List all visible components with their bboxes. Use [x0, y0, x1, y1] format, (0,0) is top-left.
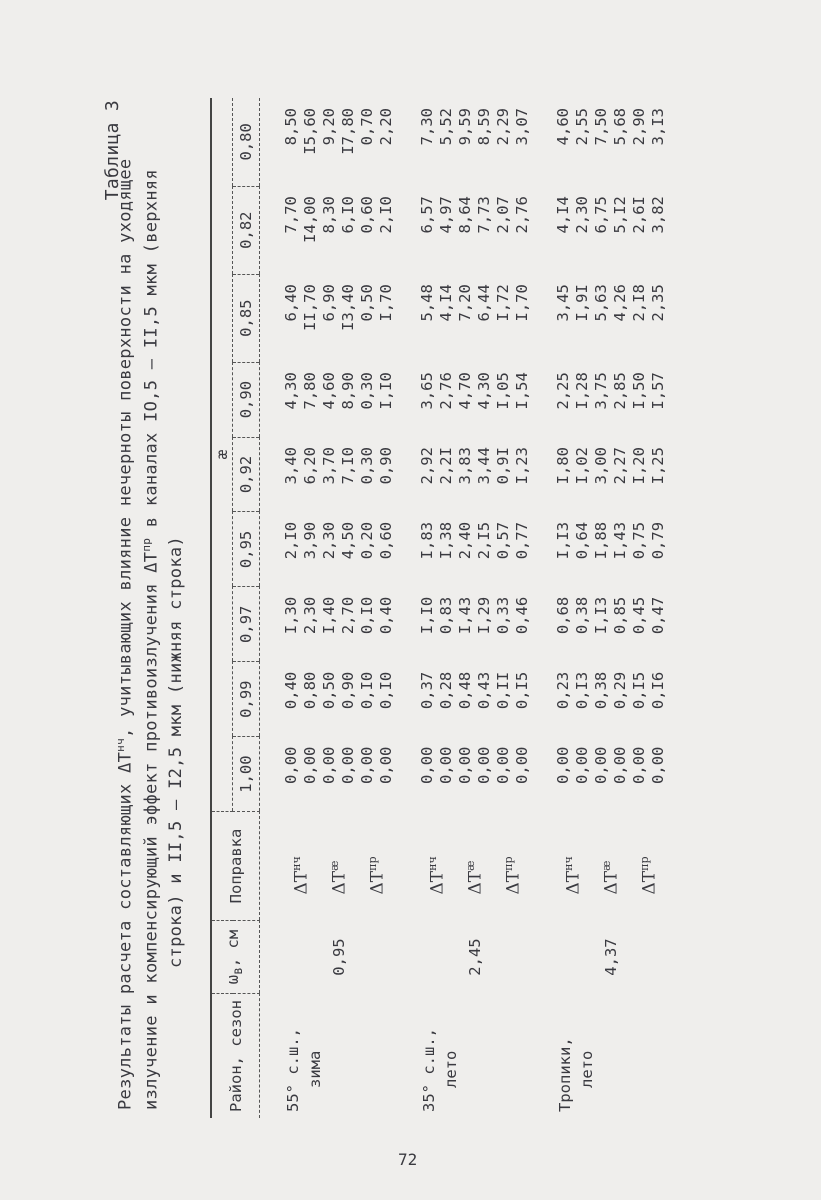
- table-cell: 2,85: [611, 372, 629, 410]
- header-thickness-sub: в: [231, 967, 247, 975]
- table-cell: 0,9I: [494, 447, 512, 485]
- table-cell: 2,70: [339, 596, 357, 635]
- table-cell: I,30: [282, 596, 300, 635]
- table-cell: 3,90: [301, 521, 319, 560]
- table-cell: I,43: [456, 596, 474, 635]
- table-cell: 0,00: [592, 746, 610, 784]
- caption-line-1-a: Результаты расчета составляющих ΔT: [115, 751, 136, 1110]
- correction-superscript: æ: [464, 860, 478, 871]
- table-cell: I,28: [573, 372, 591, 410]
- table-cell: 4,97: [437, 196, 455, 234]
- header-eps-7: 0,82: [233, 186, 260, 274]
- table-cell: 0,00: [611, 746, 629, 784]
- table-cell: 0,00: [320, 746, 338, 784]
- table-cell: 0,46: [513, 596, 531, 635]
- table-cell: 8,90: [339, 372, 357, 410]
- table-cell: 2,27: [611, 447, 629, 485]
- table-cell: 0,00: [573, 746, 591, 784]
- table-cell: 4,I4: [437, 284, 455, 322]
- thickness-value: 0,95: [330, 938, 348, 976]
- table-cell: 0,37: [418, 671, 436, 710]
- caption-line-2-b: в каналах IO,5 – II,5 мкм (верхняя: [141, 169, 162, 538]
- table-cell: I,20: [630, 447, 648, 485]
- table-cell: 0,30: [358, 447, 376, 485]
- table-cell: I,05: [494, 372, 512, 410]
- table-cell: 2,92: [418, 447, 436, 485]
- table-cell: 0,00: [494, 746, 512, 784]
- header-eps-3: 0,95: [233, 512, 260, 587]
- table-cell: 2,35: [649, 284, 667, 322]
- table-cell: 3,44: [475, 447, 493, 485]
- correction-label: [592, 812, 630, 921]
- table-cell: 5,I2: [611, 196, 629, 234]
- table-cell: 5,52: [437, 108, 455, 146]
- table-cell: 0,00: [475, 746, 493, 784]
- table-cell: 6,20: [301, 447, 319, 485]
- table-cell: 0,40: [282, 671, 300, 710]
- table-cell: 8,30: [320, 196, 338, 234]
- table-cell: 0,II: [494, 671, 512, 710]
- table-cell: 0,00: [456, 746, 474, 784]
- table-cell: 2,76: [437, 372, 455, 410]
- correction-label: [396, 812, 456, 921]
- table-cell: 9,59: [456, 108, 474, 146]
- table-cell: 8,50: [282, 108, 300, 146]
- table-cell: I7,80: [339, 108, 357, 155]
- table-cell: 3,40: [282, 447, 300, 485]
- table-cell: 3,07: [513, 108, 531, 146]
- table-cell: 6,90: [320, 284, 338, 322]
- correction-symbol: ΔT: [639, 870, 660, 895]
- table-cell: 2,76: [513, 196, 531, 234]
- caption-line-2-sup: пр: [140, 537, 153, 552]
- header-eps-0: 1,00: [233, 737, 260, 812]
- table-cell: 8,64: [456, 196, 474, 234]
- caption-line-1: [114, 159, 136, 1110]
- table-cell: 0,I0: [377, 671, 395, 710]
- table-cell: I,I0: [377, 372, 395, 410]
- caption-line-3: строка) и II,5 – I2,5 мкм (нижняя строка): [166, 536, 186, 968]
- table-cell: 7,20: [456, 284, 474, 322]
- table-cell: 6,I0: [339, 196, 357, 234]
- correction-symbol: ΔT: [563, 870, 584, 895]
- table-cell: 0,38: [573, 596, 591, 635]
- correction-symbol: ΔT: [465, 870, 486, 895]
- correction-symbol: ΔT: [427, 870, 448, 895]
- table-cell: 6,57: [418, 196, 436, 234]
- table-cell: 0,64: [573, 521, 591, 560]
- region-cell: [396, 994, 532, 1118]
- table-cell: 0,47: [649, 596, 667, 635]
- region-name: 55° с.ш.,: [284, 1028, 302, 1112]
- table-cell: 0,I5: [513, 671, 531, 710]
- table-cell: 0,I0: [358, 671, 376, 710]
- correction-label: [532, 812, 592, 921]
- table-cell: 2,I0: [377, 196, 395, 234]
- table-cell: I,40: [320, 596, 338, 635]
- correction-symbol: ΔT: [367, 870, 388, 895]
- table-cell: 0,83: [437, 596, 455, 635]
- thickness-value: 4,37: [602, 938, 620, 976]
- correction-symbol: ΔT: [329, 870, 350, 895]
- table-cell: 2,40: [456, 521, 474, 560]
- table-cell: 7,70: [282, 196, 300, 234]
- header-row-1: [211, 98, 233, 1118]
- table-cell: 0,75: [630, 521, 648, 560]
- table-cell: 2,29: [494, 108, 512, 146]
- table-cell: II,70: [301, 284, 319, 331]
- table-cell: 6,44: [475, 284, 493, 322]
- table-cell: I,80: [554, 447, 572, 485]
- table-cell: 2,30: [573, 196, 591, 234]
- table-cell: 3,65: [418, 372, 436, 410]
- header-eps-1: 0,99: [233, 662, 260, 737]
- table-cell: I3,40: [339, 284, 357, 331]
- header-eps-4: 0,92: [233, 437, 260, 512]
- table-cell: 0,00: [513, 746, 531, 784]
- table-cell: I,9I: [573, 284, 591, 322]
- table-cell: 0,70: [358, 108, 376, 146]
- table-cell: 8,59: [475, 108, 493, 146]
- table-cell: 4,70: [456, 372, 474, 410]
- table-cell: I,38: [437, 521, 455, 560]
- table-cell: 4,26: [611, 284, 629, 322]
- table-cell: 0,00: [630, 746, 648, 784]
- table-cell: I,02: [573, 447, 591, 485]
- table-cell: I,29: [475, 596, 493, 635]
- table-cell: I,57: [649, 372, 667, 410]
- table-cell: 3,82: [649, 196, 667, 234]
- header-thickness-symbol: ω: [224, 974, 243, 985]
- table-cell: 5,63: [592, 284, 610, 322]
- header-eps-8: 0,80: [233, 98, 260, 186]
- correction-superscript: æ: [600, 860, 614, 871]
- caption-line-2: [140, 169, 162, 1110]
- table-cell: I,72: [494, 284, 512, 322]
- correction-label: [630, 812, 668, 921]
- table-cell: 0,60: [377, 521, 395, 560]
- table-cell: I,50: [630, 372, 648, 410]
- table-cell: 0,48: [456, 671, 474, 710]
- table-cell: 3,83: [456, 447, 474, 485]
- header-eps-2: 0,97: [233, 587, 260, 662]
- table-cell: 5,68: [611, 108, 629, 146]
- table-cell: 0,68: [554, 596, 572, 635]
- correction-superscript: æ: [328, 860, 342, 871]
- table-cell: 3,00: [592, 447, 610, 485]
- table-cell: 7,I0: [339, 447, 357, 485]
- table-cell: 0,00: [339, 746, 357, 784]
- table-cell: 0,90: [339, 671, 357, 710]
- table-cell: 0,40: [377, 596, 395, 635]
- table-cell: 0,I5: [630, 671, 648, 710]
- table-cell: 0,30: [358, 372, 376, 410]
- table-cell: 6,75: [592, 196, 610, 234]
- correction-superscript: нч: [426, 856, 440, 871]
- table-cell: I,83: [418, 521, 436, 560]
- table-cell: I,I0: [418, 596, 436, 635]
- correction-superscript: пр: [638, 856, 652, 871]
- table-cell: 2,25: [554, 372, 572, 410]
- table-cell: 0,00: [437, 746, 455, 784]
- table-row: [260, 98, 302, 1118]
- table-cell: 3,45: [554, 284, 572, 322]
- table-cell: I,70: [513, 284, 531, 322]
- table-cell: 2,07: [494, 196, 512, 234]
- table-cell: I,25: [649, 447, 667, 485]
- table-cell: I4,00: [301, 196, 319, 243]
- table-cell: I,I3: [554, 521, 572, 560]
- region-season: лето: [578, 1050, 596, 1088]
- table-cell: 0,00: [554, 746, 572, 784]
- correction-symbol: ΔT: [503, 870, 524, 895]
- caption-line-2-a: излучение и компенсирующий эффект противоизлучения ΔT: [141, 551, 162, 1110]
- region-season: лето: [442, 1050, 460, 1088]
- table-cell: 2,I0: [282, 521, 300, 560]
- table-cell: 0,I0: [358, 596, 376, 635]
- results-table: [210, 98, 668, 1118]
- table-cell: 3,I3: [649, 108, 667, 146]
- table-cell: 9,20: [320, 108, 338, 146]
- correction-label: [320, 812, 358, 921]
- table-cell: I,70: [377, 284, 395, 322]
- header-thickness: [211, 921, 260, 994]
- table-cell: 2,6I: [630, 196, 648, 234]
- table-cell: 7,50: [592, 108, 610, 146]
- table-cell: 7,30: [418, 108, 436, 146]
- table-cell: 0,00: [418, 746, 436, 784]
- correction-label: [494, 812, 532, 921]
- table-cell: 0,I3: [573, 671, 591, 710]
- region-name: 35° с.ш.,: [420, 1028, 438, 1112]
- table-cell: 0,29: [611, 671, 629, 710]
- rotated-table-frame: [100, 80, 740, 1140]
- table-cell: 3,75: [592, 372, 610, 410]
- table-cell: 0,60: [358, 196, 376, 234]
- page-number: 72: [398, 1150, 418, 1169]
- correction-symbol: ΔT: [291, 870, 312, 895]
- table-cell: 2,90: [630, 108, 648, 146]
- table-cell: 0,50: [358, 284, 376, 322]
- table-cell: 4,60: [320, 372, 338, 410]
- table-cell: 4,50: [339, 521, 357, 560]
- table-cell: 0,28: [437, 671, 455, 710]
- table-cell: 2,20: [377, 108, 395, 146]
- correction-symbol: ΔT: [601, 870, 622, 895]
- table-cell: 0,38: [592, 671, 610, 710]
- table-cell: 0,00: [377, 746, 395, 784]
- region-name: Тропики,: [556, 1037, 574, 1112]
- table-cell: 0,00: [282, 746, 300, 784]
- table-cell: 0,45: [630, 596, 648, 635]
- table-cell: 6,40: [282, 284, 300, 322]
- correction-superscript: нч: [290, 856, 304, 871]
- table-label: Таблица 3: [102, 100, 123, 201]
- table-cell: 0,33: [494, 596, 512, 635]
- table-cell: 0,23: [554, 671, 572, 710]
- table-cell: 0,57: [494, 521, 512, 560]
- table-cell: 2,30: [320, 521, 338, 560]
- table-cell: 0,80: [301, 671, 319, 710]
- table-cell: 0,90: [377, 447, 395, 485]
- table-cell: I,23: [513, 447, 531, 485]
- header-emissivity: æ: [213, 449, 231, 460]
- header-correction: Поправка: [211, 812, 260, 921]
- table-row: [532, 98, 573, 1118]
- correction-label: [358, 812, 396, 921]
- table-cell: 3,70: [320, 447, 338, 485]
- table-cell: 4,30: [475, 372, 493, 410]
- region-cell: [532, 994, 668, 1118]
- caption-line-1-b: , учитывающих влияние нечерноты поверхности на уходящее: [115, 158, 136, 738]
- header-thickness-unit: , см: [224, 929, 243, 968]
- table-cell: 0,20: [358, 521, 376, 560]
- region-cell: [260, 994, 397, 1118]
- correction-label: [260, 812, 321, 921]
- header-region: Район, сезон: [211, 994, 260, 1118]
- table-cell: I,88: [592, 521, 610, 560]
- table-cell: I,43: [611, 521, 629, 560]
- table-cell: 4,30: [282, 372, 300, 410]
- table-cell: 7,80: [301, 372, 319, 410]
- table-cell: 0,50: [320, 671, 338, 710]
- table-cell: 0,43: [475, 671, 493, 710]
- table-cell: 0,I6: [649, 671, 667, 710]
- table-cell: 0,00: [301, 746, 319, 784]
- header-eps-6: 0,85: [233, 274, 260, 362]
- correction-superscript: пр: [502, 856, 516, 871]
- table-cell: 0,00: [358, 746, 376, 784]
- table-cell: 4,60: [554, 108, 572, 146]
- correction-superscript: пр: [366, 856, 380, 871]
- table-cell: 2,I5: [475, 521, 493, 560]
- table-cell: 0,00: [649, 746, 667, 784]
- table-row: [396, 98, 437, 1118]
- table-cell: 2,55: [573, 108, 591, 146]
- table-cell: 5,48: [418, 284, 436, 322]
- table-cell: 0,77: [513, 521, 531, 560]
- region-season: зима: [306, 1050, 324, 1088]
- table-cell: I,I3: [592, 596, 610, 635]
- table-body: [260, 98, 669, 1118]
- thickness-value: 2,45: [466, 938, 484, 976]
- table-cell: I,54: [513, 372, 531, 410]
- table-cell: 7,73: [475, 196, 493, 234]
- table-cell: I5,60: [301, 108, 319, 155]
- table-cell: 0,79: [649, 521, 667, 560]
- table-cell: 2,30: [301, 596, 319, 635]
- correction-label: [456, 812, 494, 921]
- table-cell: 0,85: [611, 596, 629, 635]
- correction-superscript: нч: [562, 856, 576, 871]
- header-eps-5: 0,90: [233, 362, 260, 437]
- table-cell: 2,I8: [630, 284, 648, 322]
- table-cell: 4,I4: [554, 196, 572, 234]
- table-cell: 2,2I: [437, 447, 455, 485]
- caption-line-1-sup: нч: [114, 737, 127, 752]
